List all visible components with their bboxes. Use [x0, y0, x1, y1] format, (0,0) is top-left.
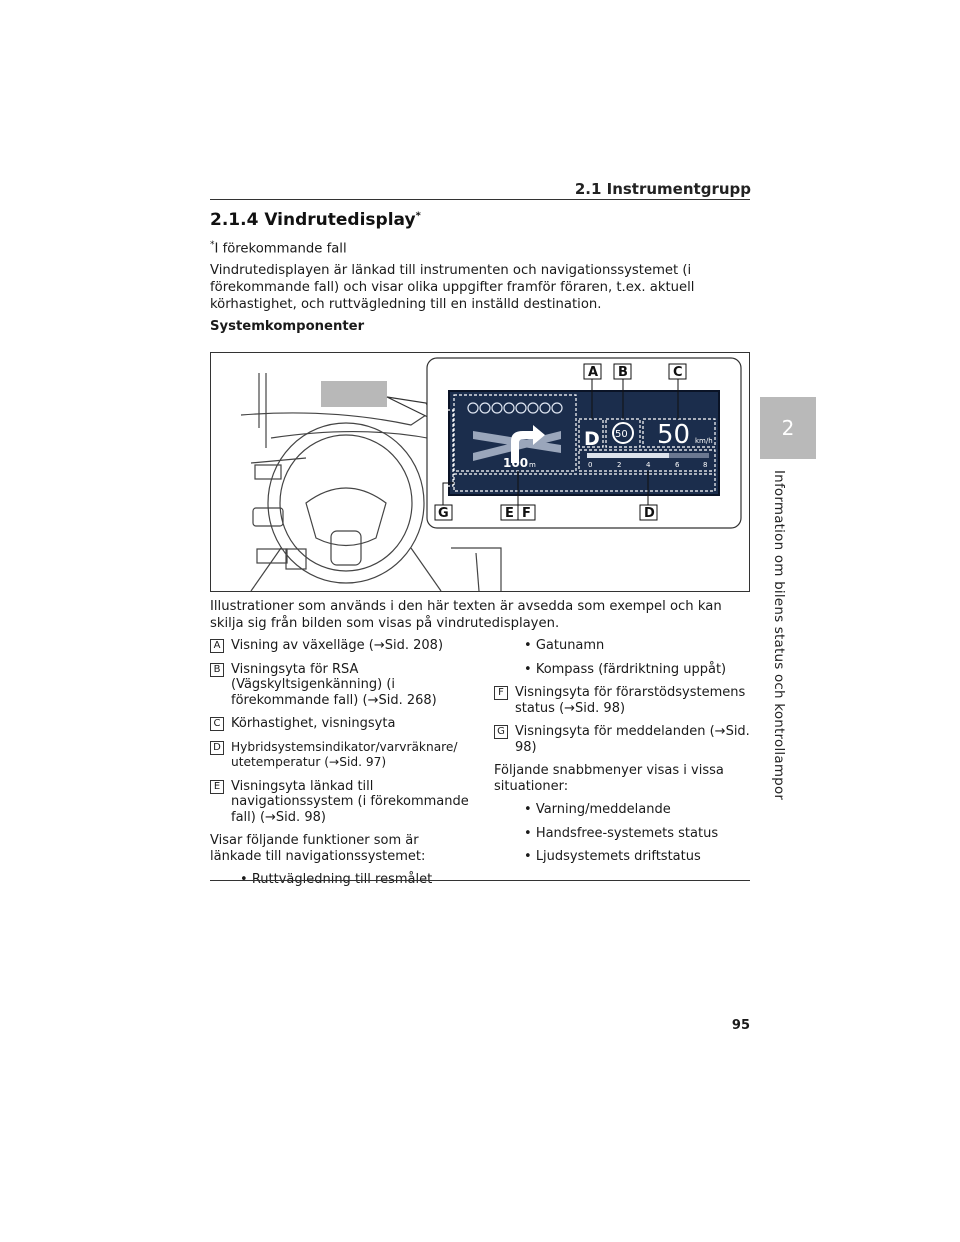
chapter-number: 2	[781, 416, 795, 440]
gauge-tick: 4	[646, 461, 651, 469]
bullet-item: • Ruttvägledning till resmålet	[240, 872, 472, 888]
gauge-tick: 6	[675, 461, 680, 469]
shift-lever	[476, 553, 479, 591]
list-item	[494, 724, 750, 755]
switch-panel	[286, 549, 306, 569]
item-badge: E	[210, 780, 224, 794]
speed-unit: km/h	[695, 437, 713, 445]
item-text: Visningsyta för RSA (Vägskyltsigenkänning) (i förekommande fall) (→Sid. 268)	[231, 661, 437, 708]
nav-intro: Visar följande funktioner som är länkade till navigationssystemet:	[210, 833, 426, 864]
bullet-item: • Varning/meddelande	[524, 802, 750, 818]
speed-value: 50	[657, 420, 691, 450]
callout-c-label: C	[673, 365, 683, 380]
callout-a-label: A	[588, 365, 599, 380]
gear-indicator: D	[584, 428, 600, 450]
distance-unit: m	[529, 461, 536, 469]
gauge-tick: 2	[617, 461, 622, 469]
footnote-text: I förekommande fall	[214, 241, 347, 257]
item-badge: D	[210, 741, 224, 755]
item-badge: B	[210, 663, 224, 677]
chapter-side-title: Information om bilens status och kontrollampor	[771, 470, 787, 801]
item-badge: F	[494, 686, 508, 700]
callout-f-label: F	[522, 506, 531, 521]
hybrid-gauge-fill	[587, 453, 669, 458]
page-number: 95	[731, 1018, 750, 1033]
hud-figure	[210, 352, 750, 592]
left-column	[210, 638, 472, 896]
item-badge: C	[210, 717, 224, 731]
bullet-item: • Handsfree-systemets status	[524, 826, 750, 842]
dashboard-top	[241, 413, 426, 425]
item-text: Visningsyta för meddelanden (→Sid. 98)	[515, 724, 750, 755]
steering-center	[331, 531, 361, 565]
list-item	[494, 685, 750, 716]
bullet-item: • Ljudsystemets driftstatus	[524, 849, 750, 865]
distance-value: 100	[503, 456, 529, 470]
steering-wheel-outer	[268, 423, 424, 583]
list-item	[210, 662, 472, 709]
footnote-marker: *	[210, 240, 215, 250]
air-vent	[255, 465, 281, 479]
header-rule	[210, 199, 750, 200]
item-badge: A	[210, 639, 224, 653]
steering-wheel-inner	[280, 435, 412, 571]
callout-d-label: D	[644, 506, 655, 521]
item-text: Körhastighet, visningsyta	[231, 716, 396, 731]
bullet-item: • Gatunamn	[524, 638, 750, 654]
item-text: Visningsyta för förarstödsystemens status (→Sid. 98)	[515, 685, 746, 716]
hud-projection-area	[321, 381, 387, 407]
callout-g-label: G	[438, 506, 449, 521]
item-text: Visning av växelläge (→Sid. 208)	[231, 638, 444, 653]
page-header-title: 2.1 Instrumentgrupp	[574, 180, 751, 198]
gauge-tick: 8	[703, 461, 708, 469]
list-item	[210, 716, 472, 732]
speed-sign-value: 50	[615, 429, 628, 440]
bullet-item: • Kompass (färdriktning uppåt)	[524, 662, 750, 678]
gauge-tick: 0	[588, 461, 593, 469]
section-heading-text: 2.1.4 Vindrutedisplay	[210, 210, 416, 230]
chapter-tab	[760, 397, 816, 459]
hud-illustration	[211, 353, 749, 591]
subheading: Systemkomponenter	[210, 319, 365, 334]
intro-paragraph: Vindrutedisplayen är länkad till instrumenten och navigationssystemet (i förekommande fall) och visar olika uppgifter framför föraren, t.ex. aktuell körhastighet, och ruttvägledning till en inställd destination.	[210, 263, 695, 312]
popup-intro: Följande snabbmenyer visas i vissa situationer:	[494, 763, 724, 794]
item-text: Visningsyta länkad till navigationssystem (i förekommande fall) (→Sid. 98)	[231, 778, 469, 825]
list-item	[210, 779, 472, 826]
footnote	[210, 237, 750, 257]
steering-column	[411, 548, 441, 591]
steering-column	[251, 548, 281, 591]
steering-hub	[306, 488, 386, 546]
list-item	[210, 638, 472, 654]
item-badge: G	[494, 725, 508, 739]
callout-e-label: E	[505, 506, 514, 521]
item-text: Hybridsystemsindikator/varvräknare/ utetemperatur (→Sid. 97)	[231, 739, 458, 769]
list-item	[210, 740, 472, 771]
figure-caption: Illustrationer som används i den här texten är avsedda som exempel och kan skilja sig från bilden som visas på vindrutedisplayen.	[210, 599, 722, 631]
right-column	[494, 638, 750, 873]
callout-b-label: B	[618, 365, 628, 380]
heading-marker: *	[415, 210, 421, 222]
section-heading	[210, 210, 421, 230]
footer-rule	[210, 880, 750, 881]
dashboard-line	[271, 432, 451, 443]
